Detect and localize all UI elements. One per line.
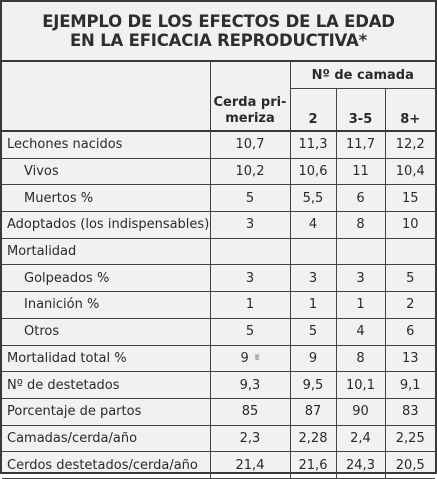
cell-value: 20,5 [385,452,435,479]
row-label: Muertos % [2,185,210,212]
cell-value: 21,6 [290,452,336,479]
table-row [2,372,435,399]
cell-value: 4 [336,318,385,345]
cell-value: 10,7 [210,131,290,158]
cell-value: 6 [336,185,385,212]
cell-value: 2,25 [385,425,435,452]
cell-value: 1 [336,292,385,319]
cell-value: 83 [385,398,435,425]
cell-value: 6 [385,318,435,345]
cell-value: 5 [210,185,290,212]
table-row [2,292,435,319]
cell-value: 5 [385,265,435,292]
table-row [2,452,435,479]
table-row [2,265,435,292]
cell-value: 5,5 [290,185,336,212]
cell-value: 9,5 [290,372,336,399]
table-title [2,2,435,62]
cell-value: 4 [290,212,336,239]
cell-value: 12,2 [385,131,435,158]
cell-value: 3 [336,265,385,292]
table-row [2,318,435,345]
cell-value [385,238,435,265]
row-label: Porcentaje de partos [2,398,210,425]
table-row [2,425,435,452]
row-label: Camadas/cerda/año [2,425,210,452]
cell-value: 24,3 [336,452,385,479]
title-line-2: EN LA EFICACIA REPRODUCTIVA* [69,31,368,50]
cell-value: 10,4 [385,158,435,185]
cell-value: 8 [336,212,385,239]
row-label: Lechones nacidos [2,131,210,158]
table-row [2,185,435,212]
cell-value: 9 [240,350,249,366]
cell-value: 21,4 [210,452,290,479]
cell-value: 5 [210,318,290,345]
cell-value: 90 [336,398,385,425]
cell-value: 1 [210,292,290,319]
cell-value: 2,3 [210,425,290,452]
table-row [2,345,435,372]
cell-value: 11 [336,158,385,185]
cell-value [290,238,336,265]
cell-value: 2,4 [336,425,385,452]
cell-value: 10,6 [290,158,336,185]
row-label: Cerdos destetados/cerda/año [2,452,210,479]
row-label: Otros [2,318,210,345]
cell-value: 9 [290,345,336,372]
cell-value: 3 [210,265,290,292]
cell-value: 87 [290,398,336,425]
row-label: Adoptados (los indispensables) [2,212,210,239]
cell-value: 3 [290,265,336,292]
header-col-8plus: 8+ [385,89,435,132]
table-row [2,131,435,158]
cell-value [336,238,385,265]
cell-value: 9,1 [385,372,435,399]
row-label: Nº de destetados [2,372,210,399]
title-line-1: EJEMPLO DE LOS EFECTOS DE LA EDAD [42,12,395,31]
row-label: Vivos [2,158,210,185]
cell-value: 13 [385,345,435,372]
cell-value: 9,3 [210,372,290,399]
header-blank-cell [2,62,210,131]
header-cerda-primeriza: Cerda pri- meriza [210,62,290,131]
row-label: Mortalidad [2,238,210,265]
row-label: Inanición % [2,292,210,319]
row-label: Golpeados % [2,265,210,292]
cell-value: 10 [385,212,435,239]
cell-value: 11,7 [336,131,385,158]
cell-value: 15 [385,185,435,212]
cell-value: 10,1 [336,372,385,399]
cell-value: 8 [336,345,385,372]
scribble-mark-icon: ʬ [254,353,260,364]
cell-value: 2 [385,292,435,319]
data-table [2,62,435,479]
table-row [2,212,435,239]
cell-value: 3 [210,212,290,239]
row-label: Mortalidad total % [2,345,210,372]
header-group-camada: Nº de camada [290,62,435,89]
cell-value: 85 [210,398,290,425]
table-row [2,398,435,425]
cell-value [210,238,290,265]
header-col-3-5: 3-5 [336,89,385,132]
table-row [2,158,435,185]
cell-value: 1 [290,292,336,319]
cell-value-with-mark [210,345,290,372]
cell-value: 5 [290,318,336,345]
cell-value: 10,2 [210,158,290,185]
cell-value: 11,3 [290,131,336,158]
header-col-2: 2 [290,89,336,132]
cell-value: 2,28 [290,425,336,452]
table-row [2,238,435,265]
